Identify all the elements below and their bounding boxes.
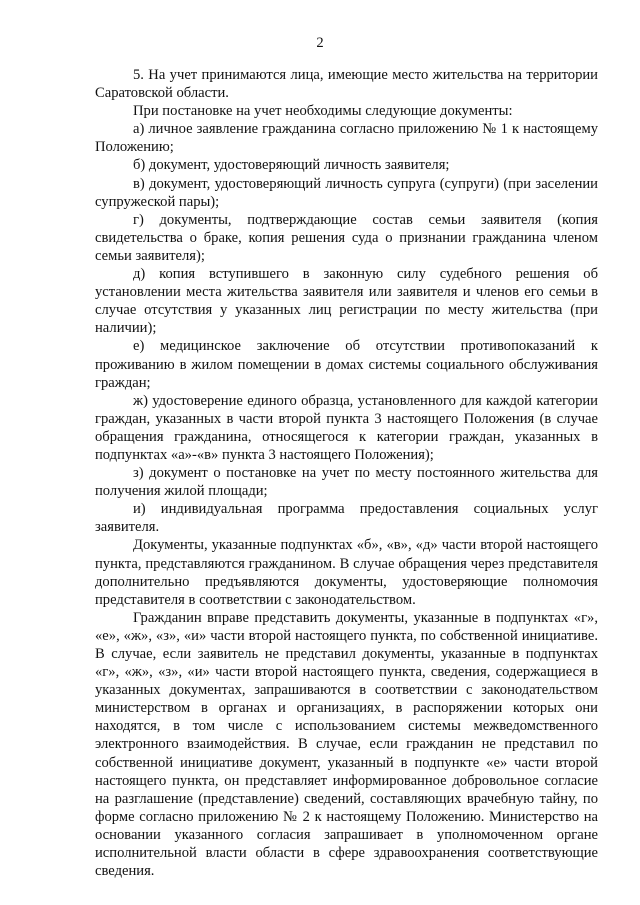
page-number: 2 bbox=[316, 35, 324, 51]
list-item-g: г) документы, подтверждающие состав семьи заявителя (копия свидетельства о браке, копия решения суда о признании гражданина членом семьи заявителя); bbox=[95, 211, 598, 264]
list-item-v: в) документ, удостоверяющий личность супруга (супруги) (при заселении супружеской пары); bbox=[95, 175, 598, 210]
paragraph-item-5: 5. На учет принимаются лица, имеющие место жительства на территории Саратовской области. bbox=[95, 67, 598, 102]
paragraph-own-initiative: Гражданин вправе представить документы, указанные в подпунктах «г», «е», «ж», «з», «и» части второй настоящего пункта, по собственной инициативе. В случае, если заявитель не представил документы, указанные в подпунктах «г», «ж», «з», «и» части второй настоящего пункта, сведения, содержащиеся в указанных документах, запрашиваются в соответствии с законодательством министерством в органах и организациях, в распоряжении которых они находятся, в том числе с использованием системы межведомственного электронного взаимодействия. В случае, если гражданин не представил по собственной инициативе документ, указанный в подпункте «е» части второй настоящего пункта, он представляет информированное добровольное согласие на разглашение (представление) сведений, составляющих врачебную тайну, по форме согласно приложению № 2 к настоящему Положению. Министерство на основании указанного согласия запрашивает в уполномоченном органе исполнительной власти области в сфере здравоохранения соответствующие сведения. bbox=[95, 609, 598, 880]
list-item-b: б) документ, удостоверяющий личность заявителя; bbox=[133, 157, 450, 174]
document-body bbox=[95, 66, 598, 880]
list-item-zh: ж) удостоверение единого образца, установленного для каждой категории граждан, указанных в части второй пункта 3 настоящего Положения (в случае обращения гражданина, относящегося к категории граждан, указанных в подпунктах «а»-«в» пункта 3 настоящего Положения); bbox=[95, 392, 598, 463]
paragraph-documents-submitted: Документы, указанные подпунктах «б», «в», «д» части второй настоящего пункта, представляются гражданином. В случае обращения через представителя дополнительно предъявляются документы, удостоверяющие полномочия представителя в соответствии с законодательством. bbox=[95, 537, 598, 608]
list-item-d: д) копия вступившего в законную силу судебного решения об установлении места жительства заявителя или заявителя и членов его семьи в случае отсутствия у указанных лиц регистрации по месту жительства (при наличии); bbox=[95, 266, 598, 337]
list-item-a: а) личное заявление гражданина согласно приложению № 1 к настоящему Положению; bbox=[95, 121, 598, 156]
list-item-z: з) документ о постановке на учет по месту постоянного жительства для получения жилой площади; bbox=[95, 465, 598, 500]
list-item-e: е) медицинское заключение об отсутствии противопоказаний к проживанию в жилом помещении в домах системы социального обслуживания граждан; bbox=[95, 338, 598, 391]
paragraph-required-documents: При постановке на учет необходимы следующие документы: bbox=[133, 103, 513, 120]
list-item-i: и) индивидуальная программа предоставления социальных услуг заявителя. bbox=[95, 501, 598, 536]
